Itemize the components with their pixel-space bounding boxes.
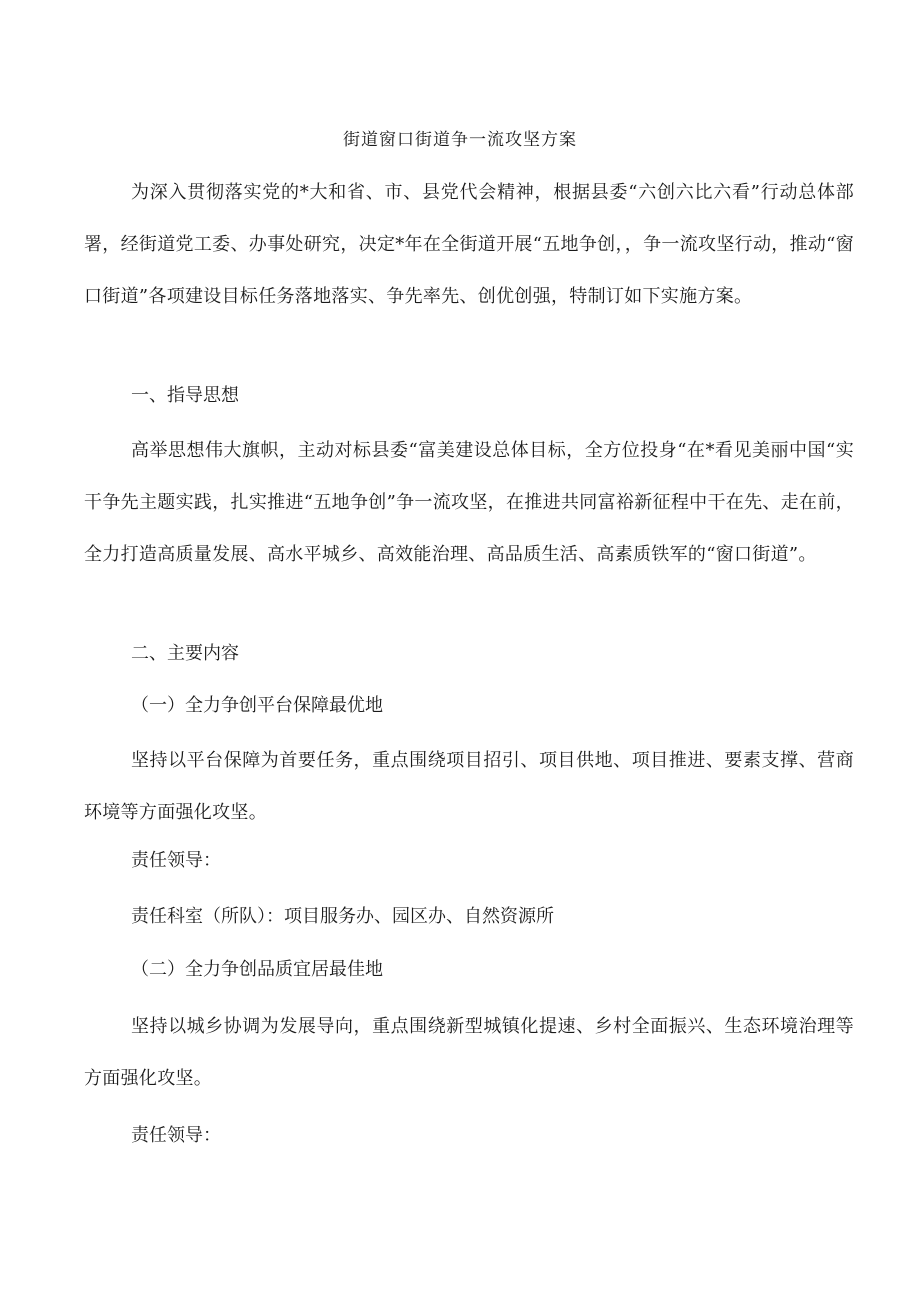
document-title: 街道窗口街道争一流攻坚方案 xyxy=(343,130,577,150)
section1-paragraph: 高举思想伟大旗帜，主动对标县委“富美建设总体目标，全方位投身“在*看见美丽中国“实干争先主题实践，扎实推进“五地争创”争一流攻坚，在推进共同富裕新征程中干在先、走在前，全力打造高质量发展、高水平城乡、高效能治理、高品质生活、高素质铁军的“窗口街道”。 xyxy=(84,440,854,565)
sub2-paragraph: 坚持以城乡协调为发展导向，重点围绕新型城镇化提速、乡村全面振兴、生态环境治理等方面强化攻坚。 xyxy=(84,1016,854,1089)
sub1-heading: （一）全力争创平台保障最优地 xyxy=(131,695,383,716)
sub2-heading: （二）全力争创品质宜居最佳地 xyxy=(131,959,383,980)
section2-heading: 二、主要内容 xyxy=(131,643,239,664)
sub1-paragraph: 坚持以平台保障为首要任务，重点围绕项目招引、项目供地、项目推进、要素支撑、营商环境等方面强化攻坚。 xyxy=(84,750,854,823)
sub1-leader: 责任领导： xyxy=(131,850,221,871)
section1-heading: 一、指导思想 xyxy=(131,385,239,406)
intro-paragraph: 为深入贯彻落实党的*大和省、市、县党代会精神，根据县委“六创六比六看”行动总体部署，经街道党工委、办事处研究，决定*年在全街道开展“五地争创，，争一流攻坚行动，推动“窗口街道”各项建设目标任务落地落实、争先率先、创优创强，特制订如下实施方案。 xyxy=(84,182,854,307)
sub1-department: 责任科室（所队）：项目服务办、园区办、自然资源所 xyxy=(131,906,554,927)
sub2-leader: 责任领导： xyxy=(131,1125,221,1146)
